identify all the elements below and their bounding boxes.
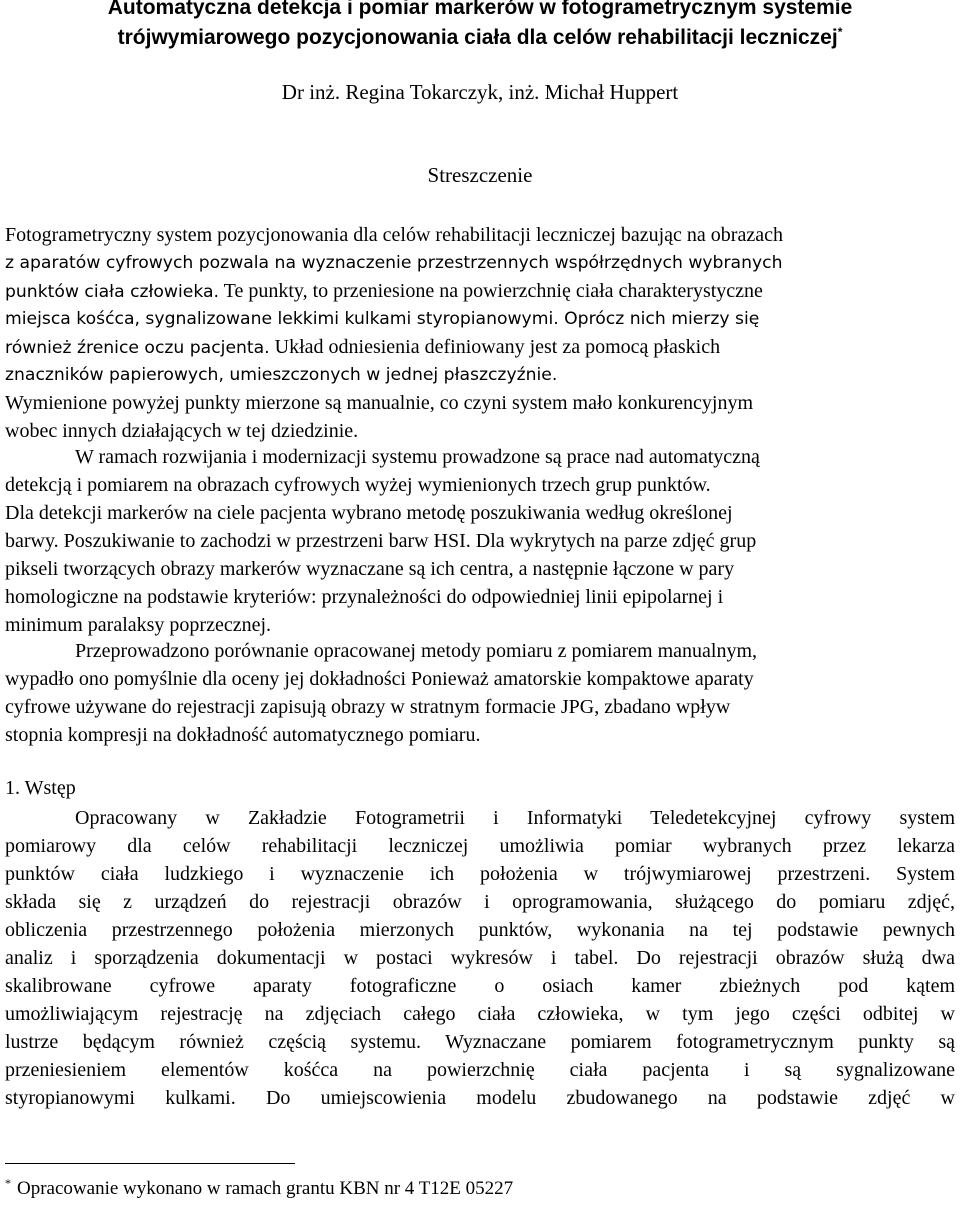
abstract-line: minimum paralaksy poprzecznej. — [5, 614, 272, 636]
abstract-segment: punktów ciała człowieka. — [5, 282, 219, 302]
title-footnote-mark: * — [837, 25, 843, 39]
abstract-segment: Układ odniesienia definiowany jest za pomocą płaskich — [269, 336, 721, 358]
title-line-2-text: trójwymiarowego pozycjonowania ciała dla celów rehabilitacji leczniczej — [117, 26, 838, 49]
abstract-segment: Te punkty, to przeniesione na powierzchnię ciała charakterystyczne — [219, 280, 763, 302]
footnote-divider — [5, 1163, 295, 1164]
abstract-line: homologiczne na podstawie kryteriów: przynależności do odpowiedniej linii epipolarnej i — [5, 586, 724, 608]
abstract-heading: Streszczenie — [427, 163, 533, 187]
abstract-segment: również źrenice oczu pacjenta. — [5, 338, 270, 358]
abstract-line — [5, 334, 955, 361]
footnote-mark: * — [5, 1175, 11, 1190]
section-line: lustrze będącym również częścią systemu. Wyznaczane pomiarem fotogrametrycznym punkty są — [5, 1031, 955, 1053]
abstract-line — [5, 278, 955, 305]
section-line: punktów ciała ludzkiego i wyznaczenie ich położenia w trójwymiarowej przestrzeni. System — [5, 863, 955, 885]
section-line: przeniesieniem elementów kośćca na powierzchnię ciała pacjenta i są sygnalizowane — [5, 1059, 955, 1081]
abstract-line: W ramach rozwijania i modernizacji systemu prowadzone są prace nad automatyczną — [75, 446, 760, 468]
abstract-line: Przeprowadzono porównanie opracowanej metody pomiaru z pomiarem manualnym, — [75, 640, 758, 662]
abstract-line: wobec innych działających w tej dziedzinie. — [5, 420, 359, 442]
section-line: składa się z urządzeń do rejestracji obrazów i oprogramowania, służącego do pomiaru zdjęć, — [5, 891, 955, 913]
abstract-line: znaczników papierowych, umieszczonych w jednej płaszczyźnie. — [5, 365, 558, 385]
section-line: umożliwiającym rejestrację na zdjęciach całego ciała człowieka, w tym jego części odbitej w — [5, 1003, 955, 1025]
section-line: Opracowany w Zakładzie Fotogrametrii i Informatyki Teledetekcyjnej cyfrowy system — [75, 807, 955, 829]
footnote — [5, 1175, 514, 1200]
section-heading: 1. Wstęp — [5, 777, 76, 799]
abstract-line: barwy. Poszukiwanie to zachodzi w przestrzeni barw HSI. Dla wykrytych na parze zdjęć grup — [5, 530, 757, 552]
section-line: styropianowymi kulkami. Do umiejscowienia modelu zbudowanego na podstawie zdjęć w — [5, 1087, 955, 1109]
section-line: skalibrowane cyfrowe aparaty fotograficzne o osiach kamer zbieżnych pod kątem — [5, 975, 955, 997]
abstract-line: detekcją i pomiarem na obrazach cyfrowych wyżej wymienionych trzech grup punktów. — [5, 474, 711, 496]
abstract-line: Dla detekcji markerów na ciele pacjenta wybrano metodę poszukiwania według określonej — [5, 502, 733, 524]
abstract-line: miejsca kośćca, sygnalizowane lekkimi kulkami styropianowymi. Oprócz nich mierzy się — [5, 309, 760, 329]
section-line: analiz i sporządzenia dokumentacji w postaci wykresów i tabel. Do rejestracji obrazów służą dwa — [5, 947, 955, 969]
abstract-line: Wymienione powyżej punkty mierzone są manualnie, co czyni system mało konkurencyjnym — [5, 392, 754, 414]
abstract-line: stopnia kompresji na dokładność automatycznego pomiaru. — [5, 724, 481, 746]
abstract-line: cyfrowe używane do rejestracji zapisują obrazy w stratnym formacie JPG, zbadano wpływ — [5, 696, 731, 718]
section-line: pomiarowy dla celów rehabilitacji leczniczej umożliwia pomiar wybranych przez lekarza — [5, 835, 955, 857]
abstract-line: pikseli tworzących obrazy markerów wyznaczane są ich centra, a następnie łączone w pary — [5, 558, 735, 580]
authors: Dr inż. Regina Tokarczyk, inż. Michał Huppert — [281, 80, 679, 104]
abstract-line: z aparatów cyfrowych pozwala na wyznaczenie przestrzennych współrzędnych wybranych — [5, 253, 783, 273]
title-line-2 — [0, 24, 960, 52]
section-line: obliczenia przestrzennego położenia mierzonych punktów, wykonania na tej podstawie pewnych — [5, 919, 955, 941]
footnote-text: Opracowanie wykonano w ramach grantu KBN nr 4 T12E 05227 — [17, 1178, 514, 1199]
abstract-line: Fotogrametryczny system pozycjonowania dla celów rehabilitacji leczniczej bazując na obrazach — [5, 224, 783, 246]
abstract-line: wypadło ono pomyślnie dla oceny jej dokładności Ponieważ amatorskie kompaktowe aparaty — [5, 668, 754, 690]
title-line-1: Automatyczna detekcja i pomiar markerów w fotogrametrycznym systemie — [107, 0, 853, 19]
